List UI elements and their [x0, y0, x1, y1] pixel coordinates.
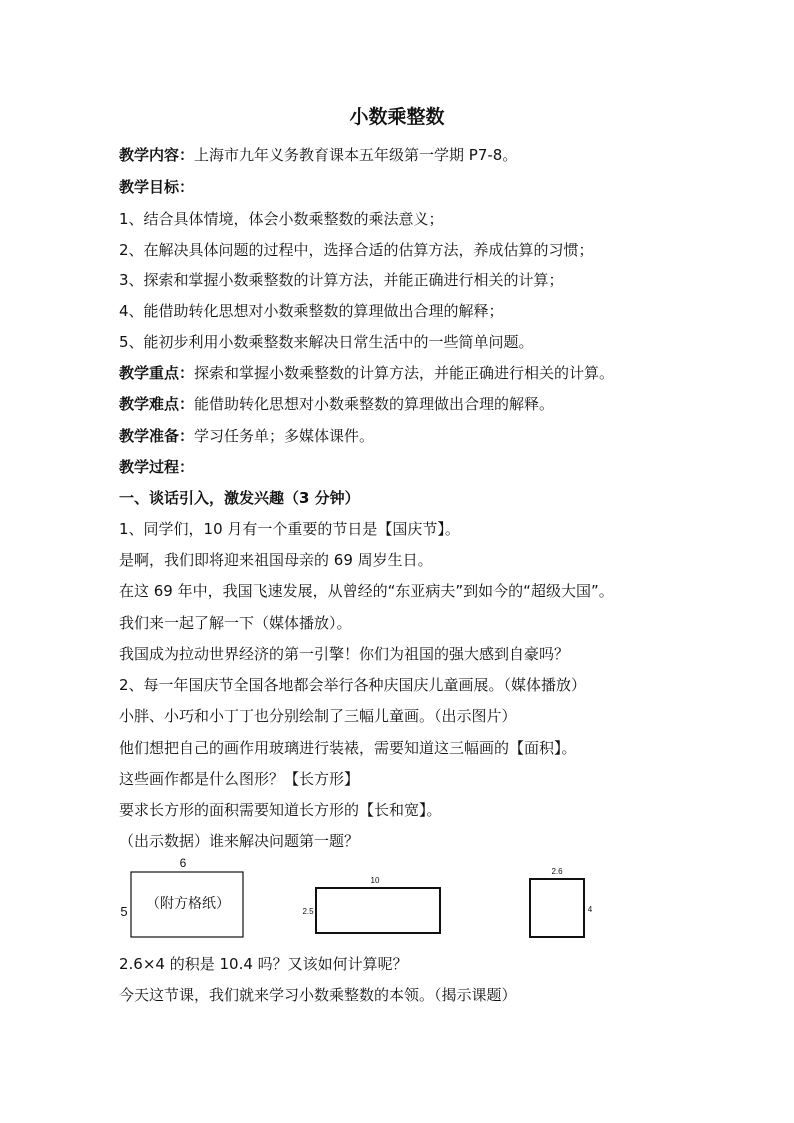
rect3-top-label: 2.6 — [551, 867, 563, 876]
process-label: 教学过程： — [119, 458, 195, 476]
prep-text: 学习任务单；多媒体课件。 — [194, 427, 375, 445]
rectangle-2 — [316, 888, 440, 933]
rect3-side-label: 4 — [587, 905, 593, 914]
body-line: 在这 69 年中，我国飞速发展，从曾经的“东亚病夫”到如今的“超级大国”。 — [119, 582, 614, 600]
rect2-side-label: 2.5 — [302, 907, 314, 916]
rectangle-3 — [530, 879, 584, 937]
page-title: 小数乘整数 — [349, 106, 445, 128]
body-line: 我国成为拉动世界经济的第一引擎！你们为祖国的强大感到自豪吗？ — [119, 645, 570, 663]
rectangles-figure — [110, 852, 610, 948]
rect2-top-label: 10 — [370, 876, 380, 885]
objectives-label: 教学目标： — [119, 178, 195, 196]
body-line: 我们来一起了解一下（媒体播放）。 — [119, 614, 352, 632]
key-text: 探索和掌握小数乘整数的计算方法，并能正确进行相关的计算。 — [194, 364, 615, 382]
content-text: 上海市九年义务教育课本五年级第一学期 P7-8。 — [194, 146, 518, 164]
objective-item: 4、能借助转化思想对小数乘整数的算理做出合理的解释； — [119, 302, 504, 320]
body-line: 1、同学们，10 月有一个重要的节日是【国庆节】。 — [119, 520, 460, 538]
objective-item: 1、结合具体情境，体会小数乘整数的乘法意义； — [119, 210, 444, 228]
objective-item: 2、在解决具体问题的过程中，选择合适的估算方法，养成估算的习惯； — [119, 241, 594, 259]
key-label: 教学重点： — [119, 364, 195, 382]
rect1-side-label: 5 — [120, 904, 128, 919]
body-line: 他们想把自己的画作用玻璃进行装裱，需要知道这三幅画的【面积】。 — [119, 739, 577, 757]
difficulty-text: 能借助转化思想对小数乘整数的算理做出合理的解释。 — [194, 395, 555, 413]
body-line: 小胖、小巧和小丁丁也分别绘制了三幅儿童画。（出示图片） — [119, 707, 517, 725]
rect1-top-label: 6 — [179, 856, 187, 870]
content-label: 教学内容： — [119, 146, 195, 164]
body-line: 今天这节课，我们就来学习小数乘整数的本领。（揭示课题） — [119, 986, 517, 1004]
content-line — [119, 145, 517, 165]
key-line — [119, 363, 614, 383]
body-line: 要求长方形的面积需要知道长方形的【长和宽】。 — [119, 801, 442, 819]
objective-item: 5、能初步利用小数乘整数来解决日常生活中的一些简单问题。 — [119, 333, 534, 351]
prep-line — [119, 426, 374, 446]
rect1-note: （附方格纸） — [146, 896, 230, 912]
body-line: （出示数据）谁来解决问题第一题？ — [119, 832, 360, 850]
body-line: 是啊，我们即将迎来祖国母亲的 69 周岁生日。 — [119, 551, 433, 569]
body-line: 2、每一年国庆节全国各地都会举行各种庆国庆儿童画展。（媒体播放） — [119, 676, 587, 694]
objective-item: 3、探索和掌握小数乘整数的计算方法，并能正确进行相关的计算； — [119, 271, 564, 289]
body-line: 这些画作都是什么图形？【长方形】 — [119, 770, 360, 788]
prep-label: 教学准备： — [119, 427, 195, 445]
body-line: 2.6×4 的积是 10.4 吗？又该如何计算呢？ — [119, 955, 408, 973]
difficulty-line — [119, 394, 554, 414]
difficulty-label: 教学难点： — [119, 395, 195, 413]
section-heading: 一、谈话引入，激发兴趣（3 分钟） — [119, 489, 360, 507]
